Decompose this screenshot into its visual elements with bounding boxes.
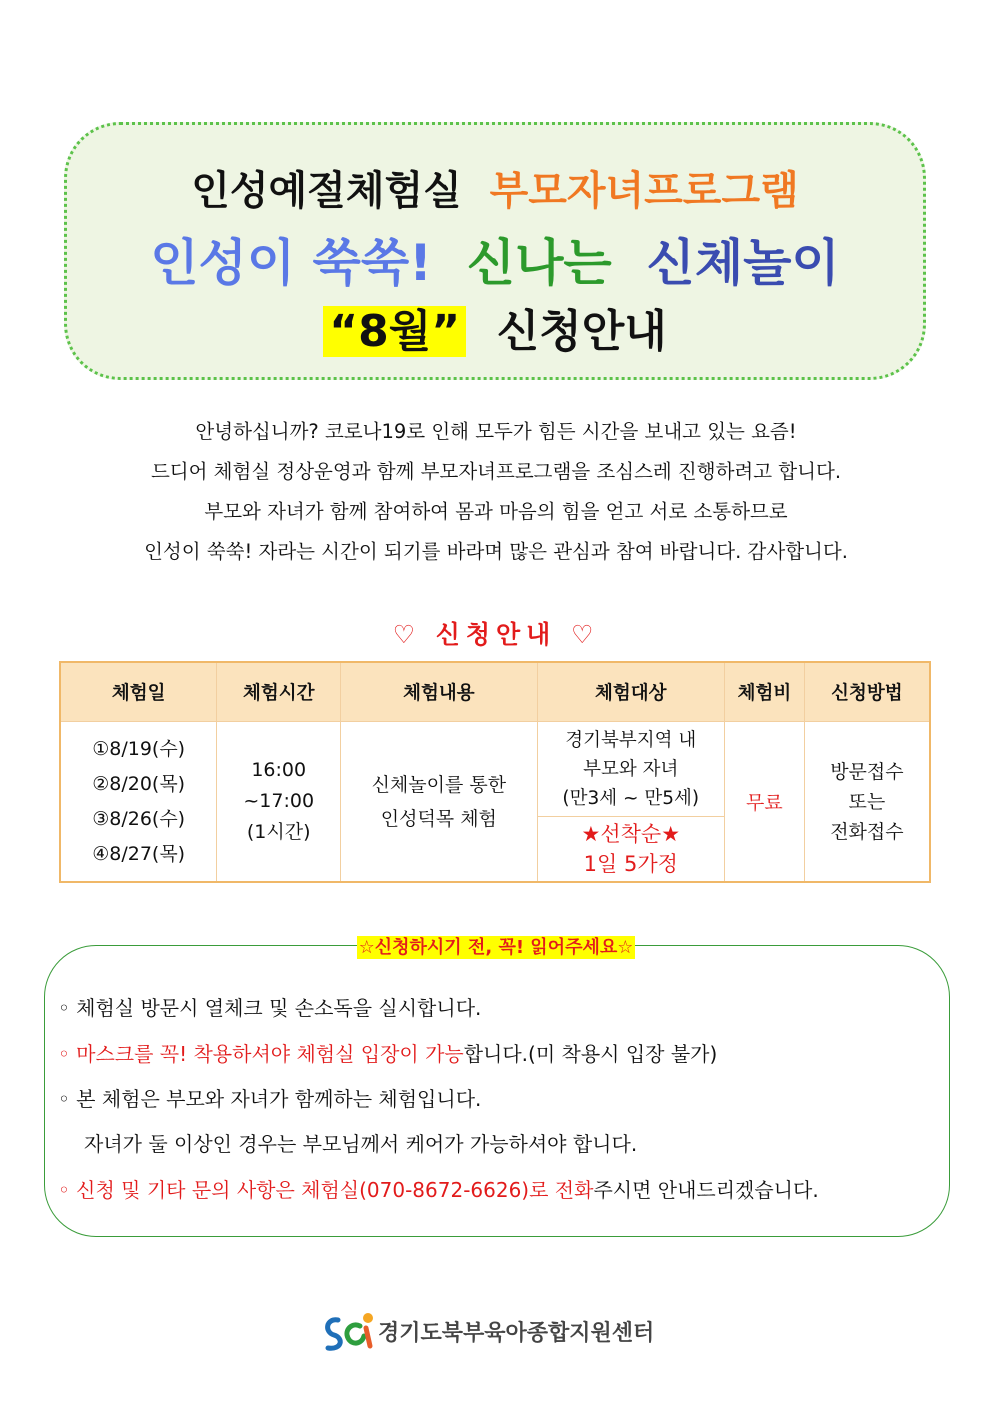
notice-item: ◦ 체험실 방문시 열체크 및 손소독을 실시합니다. [58, 996, 482, 1020]
date-item: ①8/19(수) [92, 737, 186, 760]
date-item: ③8/26(수) [92, 807, 186, 830]
program-subtitle [67, 223, 923, 295]
target-line: (만3세 ~ 만5세) [562, 787, 700, 809]
header-date: 체험일 [60, 662, 217, 722]
footer-logo [322, 1308, 672, 1356]
table-header-row [60, 662, 930, 722]
date-item: ④8/27(목) [92, 842, 186, 865]
header-target: 체험대상 [537, 662, 724, 722]
subtitle-part-1: 인성이 쑥쑥! [150, 234, 432, 292]
month-heading [67, 295, 923, 359]
notice-title-text: ☆신청하시기 전, 꼭! 읽어주세요☆ [358, 937, 634, 958]
fee-value: 무료 [746, 792, 783, 814]
organization-name: 경기도북부육아종합지원센터 [378, 1321, 655, 1346]
intro-paragraph [40, 412, 952, 572]
intro-line: 드디어 체험실 정상운영과 함께 부모자녀프로그램을 조심스레 진행하려고 합니다. [150, 460, 842, 483]
content-cell [341, 722, 537, 883]
date-item: ②8/20(목) [92, 772, 186, 795]
time-end: ~17:00 [243, 790, 315, 812]
notice-item: ◦ 본 체험은 부모와 자녀가 함께하는 체험입니다. [58, 1087, 482, 1111]
target-line: 경기북부지역 내 [565, 729, 697, 751]
first-come-badge: ★선착순★ [581, 822, 681, 846]
time-start: 16:00 [251, 759, 307, 781]
header-fee: 체험비 [725, 662, 805, 722]
intro-line: 부모와 자녀가 함께 참여하여 몸과 마음의 힘을 얻고 서로 소통하므로 [204, 500, 788, 523]
target-cell [537, 722, 724, 817]
time-duration: (1시간) [246, 821, 311, 843]
notice-item [58, 1174, 819, 1203]
title-program: 부모자녀프로그램 [489, 168, 799, 214]
header-content: 체험내용 [341, 662, 537, 722]
intro-line: 인성이 쑥쑥! 자라는 시간이 되기를 바라며 많은 관심과 참여 바랍니다. 감사합니다. [144, 540, 848, 563]
subtitle-part-2: 신나는 [466, 234, 612, 292]
target-note-cell [537, 817, 724, 883]
title-banner [64, 122, 926, 380]
program-title [67, 159, 923, 216]
notice-title [320, 933, 672, 959]
notice-mask-rest: 합니다.(미 착용시 입장 불가) [463, 1042, 718, 1066]
month-highlight: “8월” [323, 306, 466, 357]
capacity-note: 1일 5가정 [583, 852, 678, 876]
notice-contact: ◦ 신청 및 기타 문의 사항은 체험실(070-8672-6626)로 전화 [58, 1178, 594, 1202]
time-cell [217, 722, 341, 883]
method-cell [804, 722, 930, 883]
subtitle-part-3: 신체놀이 [646, 234, 840, 292]
content-line: 신체놀이를 통한 [371, 773, 507, 796]
organization-logo-icon [322, 1308, 378, 1356]
notice-heading: 신청안내 [496, 306, 667, 357]
table-row [60, 722, 930, 817]
method-line: 방문접수 [830, 760, 904, 783]
title-room: 인성예절체험실 [191, 168, 462, 214]
method-line: 또는 [848, 790, 886, 813]
section-title: ♡ 신청안내 ♡ [392, 620, 600, 649]
intro-line: 안녕하십니까? 코로나19로 인해 모두가 힘든 시간을 보내고 있는 요즘! [195, 420, 797, 443]
notice-item [58, 1038, 717, 1067]
dates-cell [60, 722, 217, 883]
target-line: 부모와 자녀 [583, 758, 679, 780]
schedule-table [59, 661, 931, 883]
notice-contact-rest: 주시면 안내드리겠습니다. [593, 1178, 819, 1202]
method-line: 전화접수 [830, 820, 904, 843]
header-time: 체험시간 [217, 662, 341, 722]
header-method: 신청방법 [804, 662, 930, 722]
notice-mask-warning: ◦ 마스크를 꼭! 착용하셔야 체험실 입장이 가능 [58, 1042, 464, 1066]
notice-item: 자녀가 둘 이상인 경우는 부모님께서 케어가 가능하셔야 합니다. [84, 1132, 638, 1156]
content-line: 인성덕목 체험 [380, 807, 497, 830]
fee-cell [725, 722, 805, 883]
